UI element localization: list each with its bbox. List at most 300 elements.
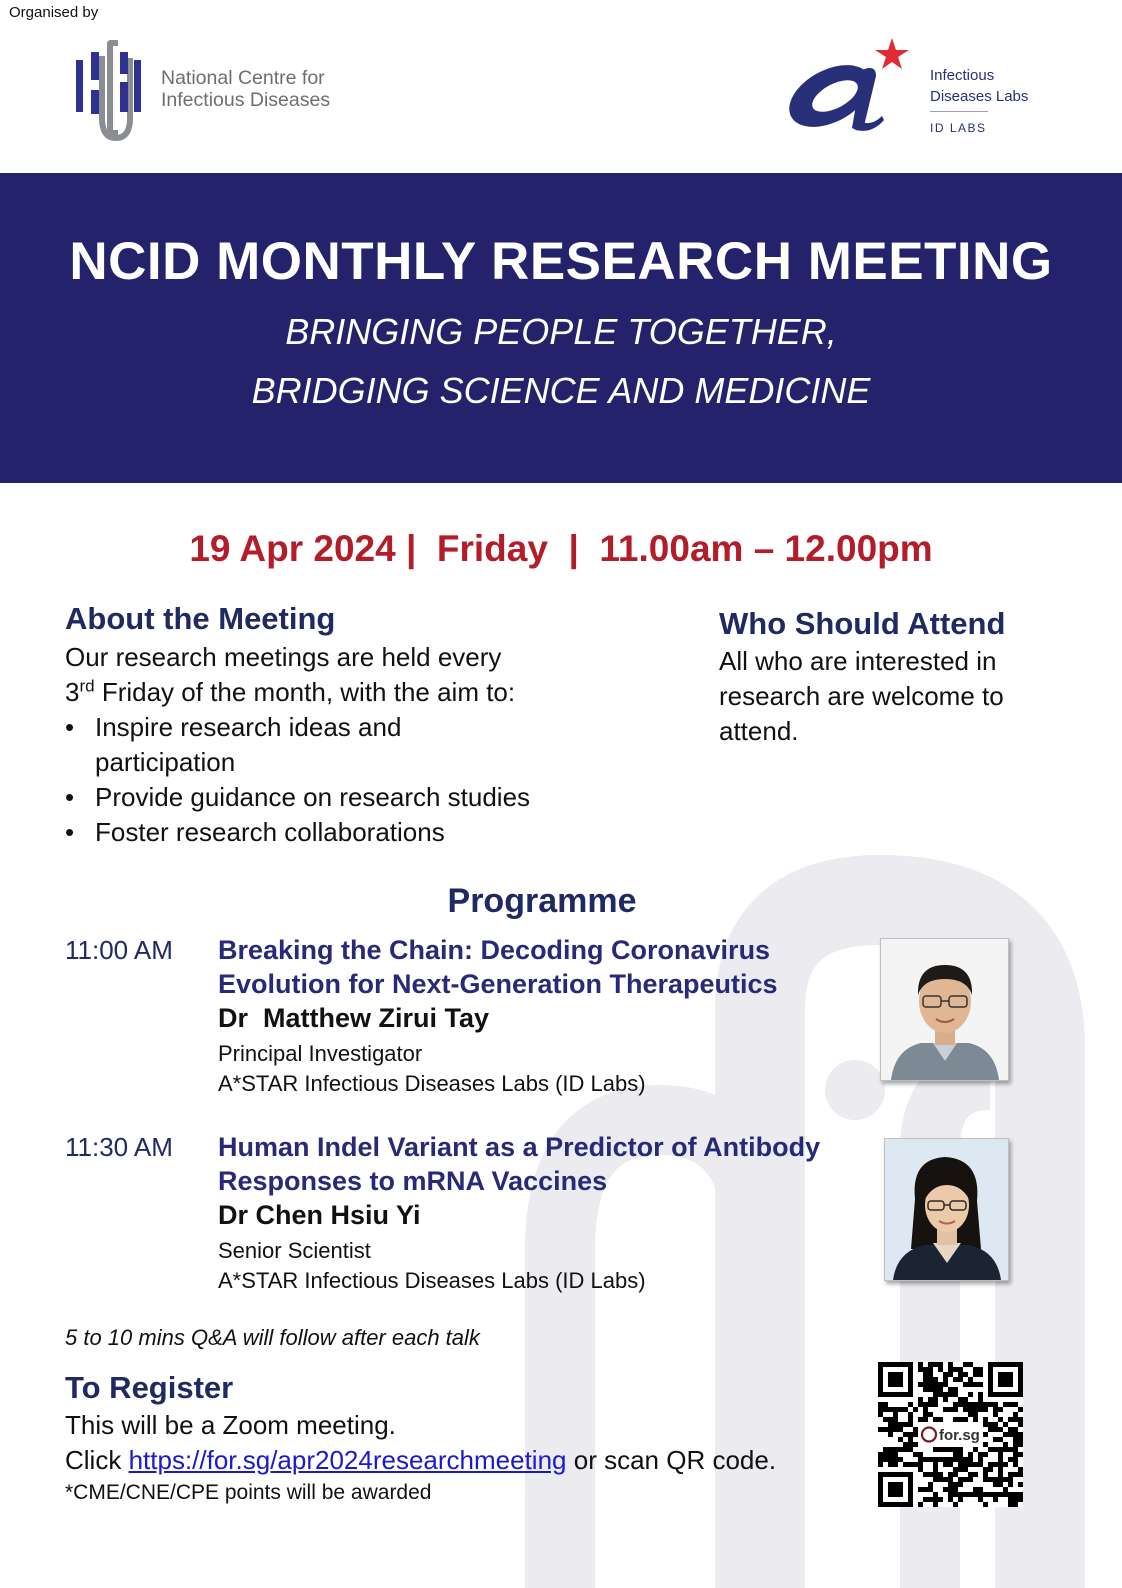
qr-module (1008, 1477, 1013, 1482)
qr-module (968, 1362, 973, 1367)
qr-module (978, 1407, 983, 1412)
qa-note: 5 to 10 mins Q&A will follow after each talk (65, 1325, 480, 1350)
talk-title: Breaking the Chain: Decoding Coronavirus Evolution for Next-Generation Therapeutics (218, 935, 778, 999)
qr-module (973, 1402, 978, 1407)
qr-module (978, 1392, 983, 1397)
qr-module (1013, 1442, 1018, 1447)
qr-module (963, 1477, 968, 1482)
about-intro-ordinal-suffix: rd (79, 676, 95, 696)
qr-module (963, 1382, 968, 1387)
qr-module (978, 1487, 983, 1492)
qr-module (938, 1367, 943, 1372)
qr-module (973, 1487, 978, 1492)
register-line1: This will be a Zoom meeting. (65, 1410, 396, 1440)
qr-module (908, 1437, 913, 1442)
qr-module (978, 1397, 983, 1402)
qr-module (888, 1457, 893, 1462)
qr-module (1003, 1462, 1008, 1467)
qr-module (953, 1417, 958, 1422)
qr-module (993, 1447, 998, 1452)
qr-module (958, 1462, 963, 1467)
qr-module (893, 1407, 898, 1412)
ncid-name-line2: Infectious Diseases (161, 89, 331, 111)
qr-module (1003, 1492, 1008, 1497)
qr-module (943, 1487, 948, 1492)
qr-module (1013, 1402, 1018, 1407)
qr-module (943, 1372, 948, 1377)
qr-module (878, 1412, 883, 1417)
qr-module (928, 1362, 933, 1367)
qr-module (978, 1367, 983, 1372)
qr-module (918, 1382, 923, 1387)
qr-module (918, 1462, 923, 1467)
qr-module (1003, 1442, 1008, 1447)
qr-module (918, 1452, 923, 1457)
qr-module (923, 1372, 928, 1377)
qr-module (908, 1417, 913, 1422)
qr-module (898, 1457, 903, 1462)
idlabs-name-line2: Diseases Labs (930, 87, 1029, 105)
qr-module (943, 1377, 948, 1382)
qr-module (948, 1447, 953, 1452)
qr-module (933, 1447, 938, 1452)
qr-module (893, 1447, 898, 1452)
qr-module (933, 1417, 938, 1422)
qr-module (968, 1477, 973, 1482)
astar-logo-icon (780, 36, 915, 136)
qr-module (948, 1387, 953, 1392)
qr-module (983, 1467, 988, 1472)
qr-module (1018, 1497, 1023, 1502)
qr-module (888, 1452, 893, 1457)
qr-module (933, 1472, 938, 1477)
qr-module (928, 1497, 933, 1502)
qr-module (998, 1492, 1003, 1497)
qr-module (933, 1402, 938, 1407)
qr-module (938, 1472, 943, 1477)
about-intro-rest: Friday of the month, with the aim to: (94, 677, 516, 707)
qr-module (908, 1462, 913, 1467)
speaker-role: Principal Investigator (218, 1041, 423, 1066)
qr-module (963, 1407, 968, 1412)
qr-module (998, 1407, 1003, 1412)
about-heading: About the Meeting (65, 601, 336, 636)
qr-module (953, 1367, 958, 1372)
qr-module (1013, 1447, 1018, 1452)
qr-module (883, 1427, 888, 1432)
qr-module (1008, 1497, 1013, 1502)
qr-module (958, 1467, 963, 1472)
qr-module (963, 1402, 968, 1407)
qr-module (973, 1447, 978, 1452)
qr-module (938, 1387, 943, 1392)
qr-module (878, 1457, 883, 1462)
qr-module (958, 1372, 963, 1377)
qr-module (903, 1447, 908, 1452)
qr-module (998, 1457, 1003, 1462)
qr-module (918, 1467, 923, 1472)
qr-module (943, 1462, 948, 1467)
qr-module (878, 1402, 883, 1407)
qr-module (1008, 1502, 1013, 1507)
qr-module (948, 1482, 953, 1487)
qr-module (918, 1487, 923, 1492)
qr-module (1008, 1457, 1013, 1462)
qr-module (923, 1457, 928, 1462)
qr-module (938, 1447, 943, 1452)
qr-module (1013, 1452, 1018, 1457)
qr-module (988, 1462, 993, 1467)
qr-module (928, 1377, 933, 1382)
qr-module (893, 1427, 898, 1432)
qr-module (968, 1412, 973, 1417)
register-line2 (65, 1443, 776, 1478)
qr-module (888, 1447, 893, 1452)
qr-module (1003, 1402, 1008, 1407)
qr-module (923, 1487, 928, 1492)
qr-module (913, 1452, 918, 1457)
qr-module (948, 1457, 953, 1462)
qr-module (993, 1482, 998, 1487)
qr-module (1008, 1432, 1013, 1437)
qr-module (953, 1402, 958, 1407)
qr-module (938, 1362, 943, 1367)
qr-module (953, 1467, 958, 1472)
qr-module (988, 1477, 993, 1482)
qr-module (963, 1492, 968, 1497)
qr-module (888, 1422, 893, 1427)
qr-module (948, 1472, 953, 1477)
qr-module (958, 1447, 963, 1452)
qr-module (918, 1417, 923, 1422)
qr-module (943, 1407, 948, 1412)
register-click-label: Click (65, 1445, 122, 1475)
qr-module (893, 1422, 898, 1427)
qr-module (888, 1462, 893, 1467)
qr-module (928, 1402, 933, 1407)
qr-module (928, 1482, 933, 1487)
qr-module (933, 1477, 938, 1482)
qr-module (973, 1462, 978, 1467)
qr-module (883, 1452, 888, 1457)
qr-module (973, 1412, 978, 1417)
qr-module (953, 1392, 958, 1397)
qr-module (928, 1397, 933, 1402)
qr-module (913, 1427, 918, 1432)
qr-module (983, 1492, 988, 1497)
qr-module (973, 1407, 978, 1412)
qr-module (913, 1407, 918, 1412)
qr-module (963, 1417, 968, 1422)
qr-module (903, 1407, 908, 1412)
qr-module (993, 1427, 998, 1432)
qr-module (908, 1412, 913, 1417)
qr-module (1013, 1427, 1018, 1432)
qr-module (948, 1407, 953, 1412)
qr-module (923, 1382, 928, 1387)
qr-module (1013, 1472, 1018, 1477)
qr-module (1003, 1432, 1008, 1437)
qr-module (958, 1377, 963, 1382)
qr-module (923, 1402, 928, 1407)
idlabs-subtitle: ID LABS (930, 121, 987, 135)
qr-module (943, 1477, 948, 1482)
speaker-name: Dr Chen Hsiu Yi (218, 1200, 421, 1230)
qr-module (1018, 1472, 1023, 1477)
qr-module (898, 1437, 903, 1442)
qr-module (1008, 1402, 1013, 1407)
qr-module (983, 1502, 988, 1507)
qr-module (983, 1407, 988, 1412)
qr-module (888, 1407, 893, 1412)
qr-module (948, 1462, 953, 1467)
qr-module (983, 1442, 988, 1447)
qr-module (943, 1397, 948, 1402)
qr-module (978, 1462, 983, 1467)
qr-module (998, 1482, 1003, 1487)
qr-module (988, 1402, 993, 1407)
list-item: • Provide guidance on research studies (65, 780, 655, 815)
qr-module (1008, 1472, 1013, 1477)
qr-module (893, 1412, 898, 1417)
qr-module (918, 1402, 923, 1407)
qr-module (993, 1477, 998, 1482)
about-aims-list (65, 710, 531, 850)
event-subtitle-line2: BRIDGING SCIENCE AND MEDICINE (251, 370, 871, 411)
qr-module (918, 1502, 923, 1507)
qr-module (968, 1377, 973, 1382)
qr-module (988, 1427, 993, 1432)
qr-module (958, 1497, 963, 1502)
who-should-attend-text: All who are interested in research are welcome to attend. (719, 646, 1004, 746)
qr-module (973, 1372, 978, 1377)
talk-title: Human Indel Variant as a Predictor of Antibody Responses to mRNA Vaccines (218, 1132, 821, 1196)
qr-module (888, 1417, 893, 1422)
event-date-time: 19 Apr 2024 | Friday | 11.00am – 12.00pm (189, 528, 933, 569)
qr-module (993, 1412, 998, 1417)
speaker-photo-chen (884, 1138, 1009, 1281)
qr-module (933, 1397, 938, 1402)
qr-module (1003, 1447, 1008, 1452)
qr-module (943, 1382, 948, 1387)
qr-module (958, 1402, 963, 1407)
qr-module (898, 1427, 903, 1432)
qr-module (893, 1457, 898, 1462)
qr-module (933, 1382, 938, 1387)
qr-module (908, 1432, 913, 1437)
qr-module (998, 1437, 1003, 1442)
qr-module (968, 1492, 973, 1497)
list-item: • Foster research collaborations (65, 815, 655, 850)
ncid-name-line1: National Centre for (161, 67, 325, 89)
qr-module (923, 1367, 928, 1372)
qr-module (963, 1467, 968, 1472)
qr-module (933, 1362, 938, 1367)
qr-module (993, 1497, 998, 1502)
qr-module (938, 1392, 943, 1397)
qr-module (1018, 1442, 1023, 1447)
qr-module (903, 1432, 908, 1437)
qr-module (1013, 1417, 1018, 1422)
qr-module (948, 1492, 953, 1497)
qr-module (928, 1367, 933, 1372)
qr-module (933, 1492, 938, 1497)
qr-module (883, 1447, 888, 1452)
qr-module (988, 1467, 993, 1472)
qr-module (1008, 1427, 1013, 1432)
qr-module (933, 1467, 938, 1472)
qr-module (918, 1362, 923, 1367)
list-item: • Inspire research ideas and participation (65, 710, 485, 780)
qr-module (978, 1402, 983, 1407)
qr-module (918, 1397, 923, 1402)
talk-time: 11:30 AM (65, 1132, 173, 1162)
qr-module (1008, 1417, 1013, 1422)
qr-module (993, 1437, 998, 1442)
speaker-affiliation: A*STAR Infectious Diseases Labs (ID Labs) (218, 1071, 646, 1096)
qr-module (993, 1462, 998, 1467)
qr-module (948, 1367, 953, 1372)
qr-module (933, 1502, 938, 1507)
qr-module (973, 1417, 978, 1422)
qr-module (998, 1462, 1003, 1467)
qr-module (888, 1427, 893, 1432)
qr-module (983, 1422, 988, 1427)
about-intro-line1: Our research meetings are held every (65, 642, 502, 672)
qr-module (928, 1457, 933, 1462)
talk-time: 11:00 AM (65, 935, 173, 965)
qr-module (923, 1497, 928, 1502)
qr-module (968, 1457, 973, 1462)
qr-module (968, 1462, 973, 1467)
qr-module (963, 1372, 968, 1377)
qr-module (973, 1472, 978, 1477)
qr-module (898, 1422, 903, 1427)
qr-module (878, 1462, 883, 1467)
qr-module (903, 1442, 908, 1447)
idlabs-name-line1: Infectious (930, 67, 995, 84)
qr-module (1018, 1432, 1023, 1437)
qr-module (998, 1447, 1003, 1452)
qr-module (878, 1407, 883, 1412)
qr-module (953, 1492, 958, 1497)
qr-module (998, 1452, 1003, 1457)
qr-module (928, 1382, 933, 1387)
qr-module (1018, 1482, 1023, 1487)
qr-module (973, 1492, 978, 1497)
qr-module (963, 1362, 968, 1367)
qr-module (963, 1397, 968, 1402)
qr-module (983, 1417, 988, 1422)
qr-module (978, 1452, 983, 1457)
about-intro-ordinal: 3 (65, 677, 80, 707)
qr-module (1013, 1437, 1018, 1442)
qr-module (1008, 1482, 1013, 1487)
qr-module (958, 1482, 963, 1487)
ncid-name (161, 67, 330, 111)
qr-module (933, 1457, 938, 1462)
qr-module (988, 1422, 993, 1427)
qr-module (968, 1392, 973, 1397)
qr-module (923, 1407, 928, 1412)
qr-module (998, 1417, 1003, 1422)
qr-module (948, 1497, 953, 1502)
qr-module (1013, 1462, 1018, 1467)
qr-module (948, 1392, 953, 1397)
qr-module (928, 1387, 933, 1392)
qr-module (953, 1387, 958, 1392)
qr-module (993, 1422, 998, 1427)
qr-module (1008, 1447, 1013, 1452)
qr-module (1013, 1412, 1018, 1417)
qr-module (878, 1452, 883, 1457)
qr-module (908, 1447, 913, 1452)
qr-module (913, 1442, 918, 1447)
qr-module (928, 1487, 933, 1492)
qr-module (998, 1427, 1003, 1432)
qr-module (943, 1457, 948, 1462)
speaker-role: Senior Scientist (218, 1238, 371, 1263)
qr-module (963, 1462, 968, 1467)
about-intro-line2 (65, 675, 665, 710)
qr-module (1013, 1457, 1018, 1462)
qr-module (953, 1377, 958, 1382)
speaker-affiliation: A*STAR Infectious Diseases Labs (ID Labs) (218, 1268, 646, 1293)
qr-module (993, 1402, 998, 1407)
qr-module (933, 1377, 938, 1382)
event-subtitle-line1: BRINGING PEOPLE TOGETHER, (285, 311, 837, 352)
qr-module (928, 1472, 933, 1477)
qr-module (893, 1452, 898, 1457)
qr-code-icon[interactable] (878, 1362, 1023, 1507)
qr-module (1013, 1492, 1018, 1497)
who-should-attend-heading: Who Should Attend (719, 606, 1006, 641)
qr-module (983, 1402, 988, 1407)
qr-module (1018, 1467, 1023, 1472)
qr-module (928, 1372, 933, 1377)
qr-module (1018, 1437, 1023, 1442)
event-title: NCID MONTHLY RESEARCH MEETING (69, 232, 1053, 291)
qr-module (983, 1472, 988, 1477)
qr-module (908, 1402, 913, 1407)
qr-module (903, 1422, 908, 1427)
qr-module (938, 1417, 943, 1422)
qr-module (1013, 1497, 1018, 1502)
qr-module (958, 1452, 963, 1457)
register-heading: To Register (65, 1370, 234, 1405)
registration-link[interactable]: https://for.sg/apr2024researchmeeting (128, 1445, 567, 1475)
qr-module (933, 1497, 938, 1502)
qr-module (968, 1452, 973, 1457)
qr-module (973, 1382, 978, 1387)
qr-module (983, 1477, 988, 1482)
organised-by-label: Organised by (9, 4, 99, 21)
speaker-photo-tay (880, 938, 1009, 1081)
qr-module (883, 1407, 888, 1412)
qr-module (943, 1447, 948, 1452)
qr-module (978, 1382, 983, 1387)
qr-module (1018, 1492, 1023, 1497)
qr-module (993, 1492, 998, 1497)
qr-module (913, 1432, 918, 1437)
qr-module (1003, 1422, 1008, 1427)
qr-module (948, 1362, 953, 1367)
qr-module (963, 1457, 968, 1462)
qr-module (918, 1367, 923, 1372)
qr-module (938, 1497, 943, 1502)
qr-module (953, 1407, 958, 1412)
qr-module (913, 1462, 918, 1467)
